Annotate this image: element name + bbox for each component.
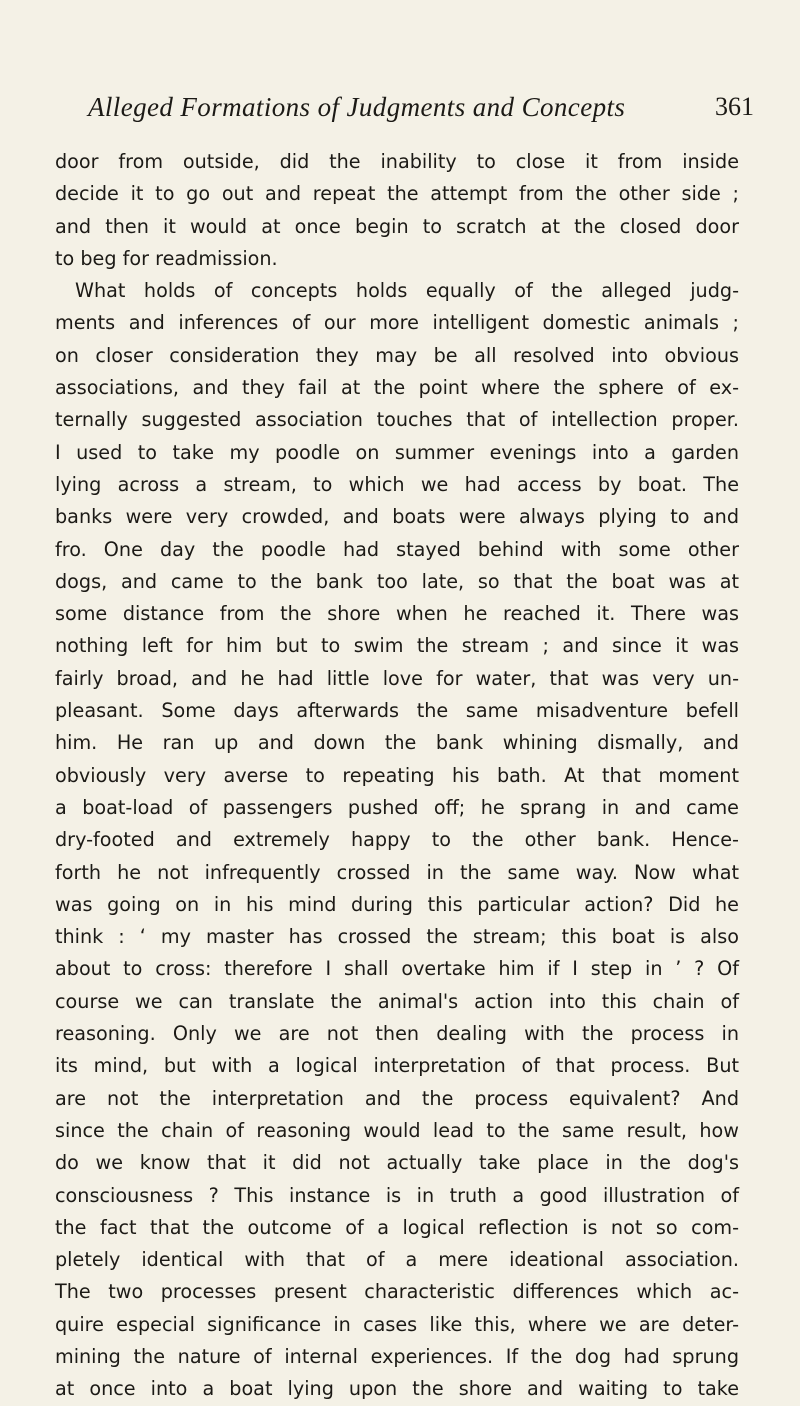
text-line: about to cross: therefore I shall overtake him if I step in ’ ? Of — [55, 957, 739, 981]
text-line: pleasant. Some days afterwards the same misadventure befell — [55, 699, 739, 723]
text-line: do we know that it did not actually take place in the dog's — [55, 1151, 739, 1175]
text-line: ments and inferences of our more intelligent domestic animals ; — [55, 311, 739, 335]
text-line: I used to take my poodle on summer evenings into a garden — [55, 440, 739, 464]
text-line: What holds of concepts holds equally of the alleged judg- — [75, 279, 739, 303]
text-line: reasoning. Only we are not then dealing with the process in — [55, 1022, 739, 1046]
text-line: fro. One day the poodle had stayed behind with some other — [55, 537, 739, 561]
text-line: was going on in his mind during this particular action? Did he — [55, 892, 739, 916]
text-line: The two processes present characteristic differences which ac- — [55, 1280, 739, 1304]
text-line: at once into a boat lying upon the shore and waiting to take — [55, 1377, 739, 1401]
text-line: think : ‘ my master has crossed the stream; this boat is also — [55, 925, 739, 949]
text-line: nothing left for him but to swim the stream ; and since it was — [55, 634, 739, 658]
text-line: decide it to go out and repeat the attempt from the other side ; — [55, 182, 739, 206]
text-line: door from outside, did the inability to close it from inside — [55, 150, 739, 173]
text-line: banks were very crowded, and boats were always plying to and — [55, 505, 739, 529]
text-line: mining the nature of internal experiences. If the dog had sprung — [55, 1344, 739, 1368]
text-line: a boat-load of passengers pushed off; he sprang in and came — [55, 795, 739, 819]
text-line: lying across a stream, to which we had access by boat. The — [55, 472, 739, 496]
text-line: are not the interpretation and the process equivalent? And — [55, 1086, 739, 1110]
text-line: since the chain of reasoning would lead to the same result, how — [55, 1118, 739, 1142]
text-line: course we can translate the animal's action into this chain of — [55, 989, 739, 1013]
text-line: associations, and they fail at the point where the sphere of ex- — [55, 376, 739, 400]
text-line: to beg for readmission. — [55, 246, 278, 270]
text-line: quire especial significance in cases like this, where we are deter- — [55, 1312, 739, 1336]
text-line: obviously very averse to repeating his bath. At that moment — [55, 763, 739, 787]
text-line: on closer consideration they may be all resolved into obvious — [55, 343, 739, 367]
running-head — [88, 92, 754, 132]
text-line: dry-footed and extremely happy to the other bank. Hence- — [55, 828, 739, 852]
text-line: forth he not infrequently crossed in the same way. Now what — [55, 860, 739, 884]
body-text — [55, 146, 739, 1406]
text-line: ternally suggested association touches that of intellection proper. — [55, 408, 739, 432]
text-line: its mind, but with a logical interpretation of that process. But — [55, 1054, 739, 1078]
text-line: him. He ran up and down the bank whining dismally, and — [55, 731, 739, 755]
text-line: the fact that the outcome of a logical reflection is not so com- — [55, 1215, 739, 1239]
running-title: Alleged Formations of Judgments and Concepts — [88, 92, 626, 122]
text-line: some distance from the shore when he reached it. There was — [55, 602, 739, 626]
text-line: fairly broad, and he had little love for water, that was very un- — [55, 666, 739, 690]
text-line: consciousness ? This instance is in truth a good illustration of — [55, 1183, 739, 1207]
text-line: dogs, and came to the bank too late, so that the boat was at — [55, 569, 739, 593]
page-number: 361 — [715, 92, 754, 121]
text-line: and then it would at once begin to scratch at the closed door — [55, 214, 739, 238]
text-line: pletely identical with that of a mere ideational association. — [55, 1248, 739, 1272]
